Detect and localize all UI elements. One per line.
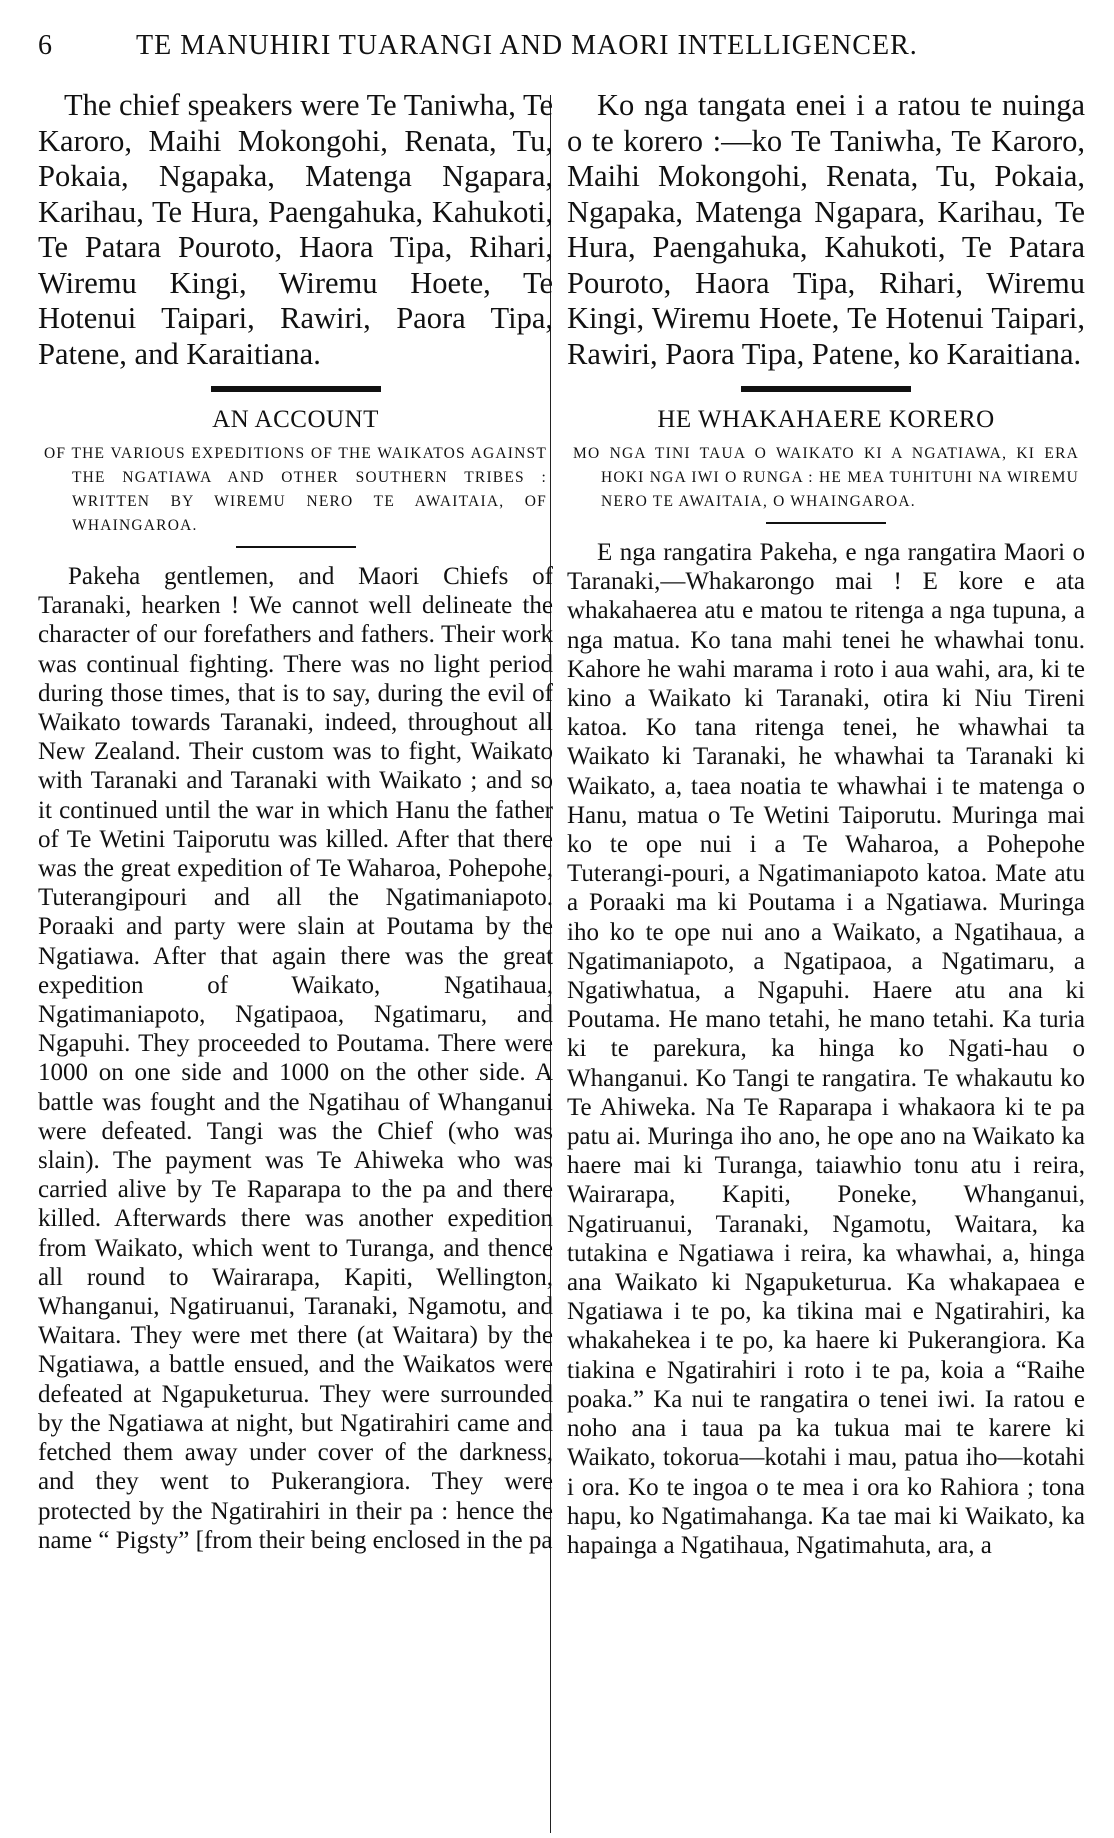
maori-intro-paragraph: Ko nga tangata enei i a ratou te nuinga o te korero :—ko Te Taniwha, Te Karoro, Maihi Mokongohi, Renata, Tu, Pokaia, Ngapaka, Matenga Ngapara, Karihau, Te Hura, Paengahuka, Kahukoti, Te Patara Pouroto, Haora Tipa, Rihari, Wiremu Kingi, Wiremu Hoete, Te Hotenui Taipari, Rawiri, Paora Tipa, Patene, ko Karaitiana. <box>567 88 1085 371</box>
section-rule-thick <box>211 386 381 392</box>
running-title: TE MANUHIRI TUARANGI AND MAORI INTELLIGENCER. <box>136 30 918 61</box>
page-header <box>38 30 1078 70</box>
maori-column <box>567 88 1085 1560</box>
english-intro-paragraph: The chief speakers were Te Taniwha, Te Karoro, Maihi Mokongohi, Renata, Tu, Pokaia, Ngapaka, Matenga Ngapara, Karihau, Te Hura, Paengahuka, Kahukoti, Te Patara Pouroto, Haora Tipa, Rihari, Wiremu Kingi, Wiremu Hoete, Te Hotenui Taipari, Rawiri, Paora Tipa, Patene, and Karaitiana. <box>38 88 554 371</box>
maori-article-subheading: MO NGA TINI TAUA O WAIKATO KI A NGATIAWA, KI ERA HOKI NGA IWI O RUNGA : HE MEA TUHITUHI NA WIREMU NERO TE AWAITAIA, O WHAINGAROA. <box>573 445 1079 510</box>
page-number: 6 <box>38 30 53 61</box>
english-column <box>38 88 553 1555</box>
maori-article-body: E nga rangatira Pakeha, e nga rangatira Maori o Taranaki,—Whakarongo mai ! E kore e ata whakahaerea atu e matou te ritenga a nga tupuna, a nga matua. Ko tana mahi tenei he whawhai tonu. Kahore he wahi marama i roto i aua wahi, ara, ki te kino a Waikato ki Taranaki, otira ki Niu Tireni katoa. Ko tana ritenga tenei, he whawhai ta Waikato ki Taranaki, he whawhai ta Taranaki ki Waikato, a, taea noatia te whawhai i te matenga o Hanu, matua o Te Wetini Taiporutu. Muringa mai ko te ope nui i a Te Waharoa, a Pohepohe Tuterangi-pouri, a Ngatimaniapoto katoa. Mate atu a Poraaki ma ki Poutama i a Ngatiawa. Muringa iho ko te ope nui ano a Waikato, a Ngatihaua, a Ngatimaniapoto, a Ngatipaoa, a Ngatimaru, a Ngatiwhatua, a Ngapuhi. Haere atu ana ki Poutama. He mano tetahi, he mano tetahi. Ka turia ki te parekura, ka hinga ko Ngati-hau o Whanganui. Ko Tangi te rangatira. Te whakautu ko Te Ahiweka. Na Te Raparapa i whakaora ki te pa patu ai. Muringa iho ano, he ope ano na Waikato ka haere mai ki Turanga, taiawhio tonu atu i reira, Wairarapa, Kapiti, Poneke, Whanganui, Ngatiruanui, Taranaki, Ngamotu, Waitara, ka tutakina e Ngatiawa i reira, ka whawhai, a, hinga ana Waikato ki Ngapuketurua. Ka whakapaea e Ngatiawa i te po, ka tikina mai e Ngatirahiri, ka whakahekea i te po, ka haere ki Pukerangiora. Ka tiakina e Ngatirahiri i roto i te pa, koia a “Raihe poaka.” Ka nui te rangatira o tenei iwi. Ia ratou e noho ana i taua pa ka tukua mai te karere ki Waikato, tokorua—kotahi i mau, patua iho—kotahi i ora. Ko te ingoa o te mea i ora ko Rahiora ; tona hapu, ko Ngatimahanga. Ka tae mai ki Waikato, ka hapainga a Ngatihaua, Ngatimahuta, ara, a <box>567 539 1085 1559</box>
english-article-subheading: OF THE VARIOUS EXPEDITIONS OF THE WAIKATOS AGAINST THE NGATIAWA AND OTHER SOUTHERN TRIBES : WRITTEN BY WIREMU NERO TE AWAITAIA, OF WHAINGAROA. <box>44 445 547 534</box>
section-rule-thick <box>741 386 911 392</box>
english-article-body: Pakeha gentlemen, and Maori Chiefs of Taranaki, hearken ! We cannot well delineate the character of our forefathers and fathers. Their work was continual fighting. There was no light period during those times, that is to say, during the evil of Waikato towards Taranaki, indeed, throughout all New Zealand. Their custom was to fight, Waikato with Taranaki and Taranaki with Waikato ; and so it continued until the war in which Hanu the father of Te Wetini Taiporutu was killed. After that there was the great expedition of Te Waharoa, Pohepohe, Tuterangipouri and all the Ngatimaniapoto. Poraaki and party were slain at Poutama by the Ngatiawa. After that again there was the great expedition of Waikato, Ngatihaua, Ngatimaniapoto, Ngatipaoa, Ngatimaru, and Ngapuhi. They proceeded to Poutama. There were 1000 on one side and 1000 on the other side. A battle was fought and the Ngatihau of Whanganui were defeated. Tangi was the Chief (who was slain). The payment was Te Ahiweka who was carried alive by Te Raparapa to the pa and there killed. Afterwards there was another expedition from Waikato, which went to Turanga, and thence all round to Wairarapa, Kapiti, Wellington, Whanganui, Ngatiruanui, Taranaki, Ngamotu, and Waitara. They were met there (at Waitara) by the Ngatiawa, a battle ensued, and the Waikatos were defeated at Ngapuketurua. They were surrounded by the Ngatiawa at night, but Ngatirahiri came and fetched them away under cover of the darkness, and they went to Pukerangiora. They were protected by the Ngatirahiri in their pa : hence the name “ Pigsty” [from their being enclosed in the pa <box>38 563 553 1554</box>
maori-article-heading: HE WHAKAHAERE KORERO <box>657 406 995 433</box>
english-article-heading: AN ACCOUNT <box>212 406 379 433</box>
